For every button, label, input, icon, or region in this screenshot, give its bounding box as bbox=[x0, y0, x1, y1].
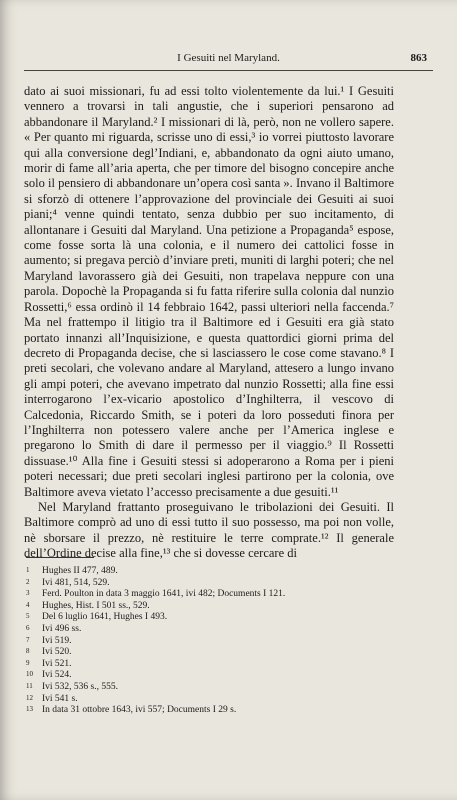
paragraph: dato ai suoi missionari, fu ad essi tolto violentemente da lui.¹ I Gesuiti vennero a trovarsi in tali angustie, che i superiori pensarono ad abbandonare il Maryland.² I missionari di là, però, non ne vollero sapere. « Per quanto mi riguarda, scrisse uno di essi,³ io vorrei piuttosto lavorare qui alla conversione degl’Indiani, e, abbandonato da ogni aiuto umano, morir di fame all’aria aperta, che per timore del bisogno concepire anche solo il pensiero di abbandonare un’opera così santa ». Invano il Baltimore si sforzò di ottenere l’approvazione del provinciale dei Gesuiti ai suoi piani;⁴ venne quindi tentato, senza dubbio per suo incitamento, di allontanare i Gesuiti dal Maryland. Una petizione a Propaganda⁵ espose, come fosse sorta là una colonia, e il numero dei cattolici fosse in aumento; si pregava perciò d’inviare preti, muniti di larghi poteri; che nel Maryland lavorassero già dei Gesuiti, non trapelava neppure con una parola. Dopochè la Propaganda si fu fatta riferire sulla colonia dal nunzio Rossetti,⁶ essa ordinò il 14 febbraio 1642, passi ulteriori nella faccenda.⁷ Ma nel frattempo il litigio tra il Baltimore ed i Gesuiti era già stato portato innanzi all’Inquisizione, e questa quattordici giorni prima del decreto di Propaganda decise, che si lasciassero le cose come stavano.⁸ I preti secolari, che volevano andare al Maryland, attesero a lungo invano gli ampi poteri, che avevano impetrato dal nunzio Rossetti; alla fine essi interrogarono l’ex-vicario apostolico d’Inghilterra, il vescovo di Calcedonia, Riccardo Smith, se i poteri da loro posseduti finora per l’Inghilterra non potessero valere anche per l’America inglese e pregarono lo Smith di dare il permesso per il viaggio.⁹ Il Rossetti dissuase.¹⁰ Alla fine i Gesuiti stessi si adoperarono a Roma per i pieni poteri necessari; due preti secolari inglesi partirono per la colonia, ove Baltimore aveva vietato l’accesso precisamente a due gesuiti.¹¹ bbox=[24, 84, 394, 499]
footnote-number: 7 bbox=[26, 635, 30, 644]
footnote bbox=[24, 624, 394, 636]
footnote-number: 3 bbox=[26, 589, 30, 598]
footnote-text: Ivi 520. bbox=[42, 647, 72, 658]
footnote bbox=[24, 601, 394, 613]
footnote-rule bbox=[26, 557, 94, 558]
footnote-text: Ivi 481, 514, 529. bbox=[42, 577, 110, 588]
footnote bbox=[24, 694, 394, 706]
footnote-text: Ivi 519. bbox=[42, 635, 72, 646]
main-text bbox=[24, 84, 394, 562]
running-header bbox=[24, 52, 433, 68]
footnote-text: Ferd. Poulton in data 3 maggio 1641, ivi 482; Documents I 121. bbox=[42, 589, 286, 600]
footnote-number: 4 bbox=[26, 600, 30, 609]
footnote bbox=[24, 705, 394, 717]
footnote-number: 8 bbox=[26, 647, 30, 656]
footnote-number: 10 bbox=[26, 670, 33, 679]
running-title: I Gesuiti nel Maryland. bbox=[177, 52, 280, 64]
paragraph: Nel Maryland frattanto proseguivano le tribolazioni dei Gesuiti. Il Baltimore comprò ad uno di essi tutto il suo possesso, ma poi non volle, nè sborsare il prezzo, nè restituire le terre comprate.¹² Il generale dell’Ordine decise alla fine,¹³ che si dovesse cercare di bbox=[24, 499, 394, 561]
footnote bbox=[24, 566, 394, 578]
footnotes bbox=[24, 566, 394, 717]
footnote-number: 2 bbox=[26, 577, 30, 586]
footnote-number: 9 bbox=[26, 658, 30, 667]
footnote bbox=[24, 636, 394, 648]
footnote-number: 12 bbox=[26, 693, 33, 702]
footnote-number: 1 bbox=[26, 566, 30, 574]
footnote bbox=[24, 647, 394, 659]
footnote-text: Hughes II 477, 489. bbox=[42, 566, 118, 576]
footnote bbox=[24, 670, 394, 682]
footnote-text: Ivi 524. bbox=[42, 670, 72, 681]
page-number: 863 bbox=[410, 52, 427, 64]
footnote bbox=[24, 682, 394, 694]
footnote-text: Ivi 541 s. bbox=[42, 693, 78, 704]
footnote-number: 6 bbox=[26, 623, 30, 632]
footnote bbox=[24, 578, 394, 590]
footnote-text: Del 6 luglio 1641, Hughes I 493. bbox=[42, 612, 168, 623]
footnote bbox=[24, 589, 394, 601]
footnote-number: 11 bbox=[26, 681, 33, 690]
footnote-text: Hughes, Hist. I 501 ss., 529. bbox=[42, 600, 150, 611]
footnote bbox=[24, 612, 394, 624]
footnote-text: In data 31 ottobre 1643, ivi 557; Documents I 29 s. bbox=[42, 705, 237, 716]
footnote-number: 13 bbox=[26, 705, 33, 714]
footnote-text: Ivi 496 ss. bbox=[42, 623, 82, 634]
header-rule bbox=[24, 70, 433, 71]
footnote-text: Ivi 521. bbox=[42, 658, 72, 669]
footnote bbox=[24, 659, 394, 671]
footnote-text: Ivi 532, 536 s., 555. bbox=[42, 681, 118, 692]
footnote-number: 5 bbox=[26, 612, 30, 621]
